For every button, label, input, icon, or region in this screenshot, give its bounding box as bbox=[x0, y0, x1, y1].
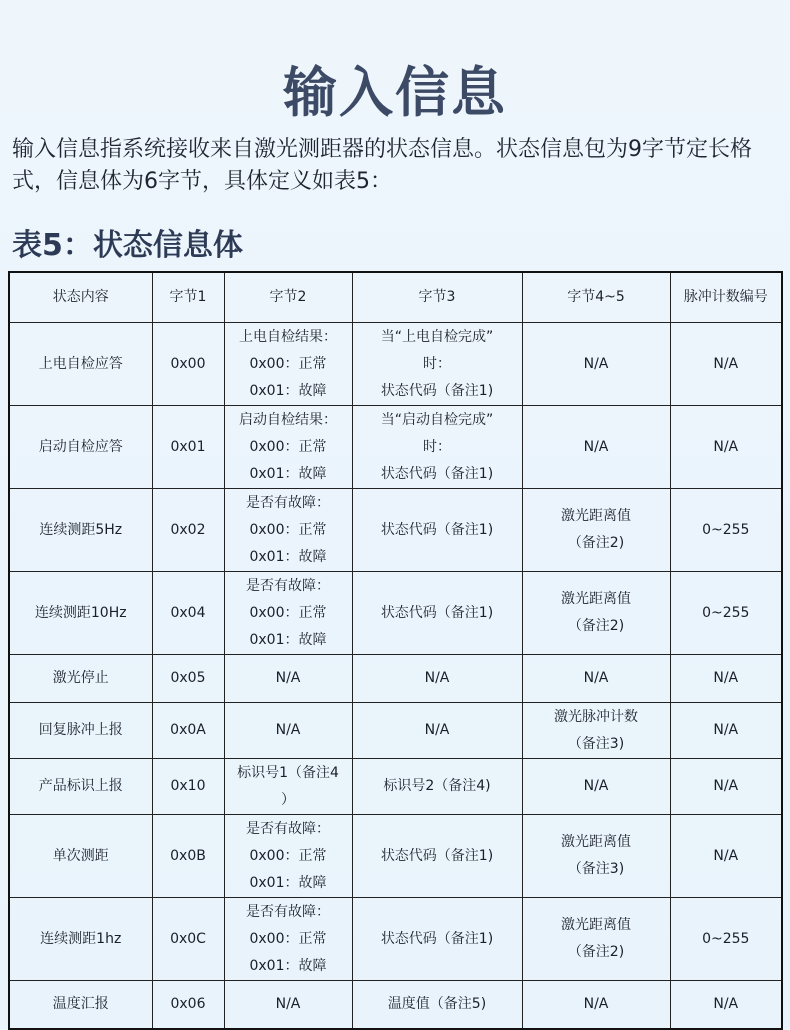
table-body bbox=[9, 323, 782, 1029]
table-cell-c5: N/A bbox=[670, 323, 782, 406]
cell-line: N/A bbox=[424, 722, 450, 738]
table-cell-c0: 产品标识上报 bbox=[9, 759, 152, 815]
table-cell-c3 bbox=[352, 406, 522, 489]
table-cell-c2 bbox=[224, 406, 352, 489]
cell-line: 0x00：正常 bbox=[249, 355, 327, 372]
table-row bbox=[9, 572, 782, 655]
table-row bbox=[9, 489, 782, 572]
cell-line: 激光脉冲计数 bbox=[554, 708, 638, 725]
table-cell-c2 bbox=[224, 572, 352, 655]
cell-line: 0x01：故障 bbox=[249, 465, 327, 482]
table-cell-c3 bbox=[352, 815, 522, 898]
table-title: 表5：状态信息体 bbox=[12, 228, 243, 263]
cell-line: 0x01：故障 bbox=[249, 548, 327, 565]
table-cell-c2 bbox=[224, 489, 352, 572]
status-info-table bbox=[8, 271, 783, 1030]
table-cell-c1: 0x01 bbox=[152, 406, 224, 489]
cell-line: N/A bbox=[583, 778, 609, 794]
table-header-row bbox=[9, 272, 782, 323]
cell-line: 状态代码（备注1) bbox=[380, 521, 494, 538]
table-cell-c0: 连续测距5Hz bbox=[9, 489, 152, 572]
table-cell-c1: 0x06 bbox=[152, 981, 224, 1029]
table-cell-c1: 0x00 bbox=[152, 323, 224, 406]
cell-line: 状态代码（备注1) bbox=[380, 847, 494, 864]
table-cell-c3 bbox=[352, 323, 522, 406]
cell-line: N/A bbox=[424, 670, 450, 686]
table-row bbox=[9, 703, 782, 759]
table-cell-c1: 0x04 bbox=[152, 572, 224, 655]
cell-line: 0x00：正常 bbox=[249, 438, 327, 455]
table-cell-c3 bbox=[352, 489, 522, 572]
cell-line: （备注2) bbox=[567, 618, 625, 634]
table-cell-c1: 0x0B bbox=[152, 815, 224, 898]
cell-line: ） bbox=[281, 791, 295, 808]
cell-line: （备注2) bbox=[567, 535, 625, 551]
cell-line: 0x00：正常 bbox=[249, 847, 327, 864]
table-row bbox=[9, 815, 782, 898]
cell-line: 0x00：正常 bbox=[249, 930, 327, 947]
cell-line: 状态代码（备注1) bbox=[380, 930, 494, 947]
cell-line: 是否有故障： bbox=[246, 820, 330, 837]
intro-paragraph: 输入信息指系统接收来自激光测距器的状态信息。状态信息包为9字节定长格式，信息体为6字节，具体定义如表5： bbox=[12, 137, 752, 194]
table-row bbox=[9, 406, 782, 489]
table-cell-c3 bbox=[352, 655, 522, 703]
cell-line: 激光距离值 bbox=[561, 508, 631, 524]
table-cell-c5: N/A bbox=[670, 759, 782, 815]
cell-line: N/A bbox=[583, 438, 609, 455]
cell-line: 状态代码（备注1) bbox=[380, 382, 494, 399]
table-cell-c1: 0x0C bbox=[152, 898, 224, 981]
cell-line: 标识号1（备注4 bbox=[237, 764, 339, 781]
header-byte2: 字节2 bbox=[224, 272, 352, 323]
table-cell-c5: N/A bbox=[670, 655, 782, 703]
table-cell-c2 bbox=[224, 815, 352, 898]
table-cell-c4 bbox=[522, 655, 670, 703]
table-cell-c0: 连续测距10Hz bbox=[9, 572, 152, 655]
header-pulse-count: 脉冲计数编号 bbox=[670, 272, 782, 323]
table-cell-c5: N/A bbox=[670, 981, 782, 1029]
cell-line: 激光距离值 bbox=[561, 917, 631, 933]
cell-line: 时： bbox=[423, 355, 451, 372]
table-cell-c5: N/A bbox=[670, 815, 782, 898]
table-cell-c0: 单次测距 bbox=[9, 815, 152, 898]
table-cell-c5: 0~255 bbox=[670, 489, 782, 572]
table-row bbox=[9, 759, 782, 815]
cell-line: 当“启动自检完成” bbox=[380, 411, 494, 428]
table-cell-c1: 0x02 bbox=[152, 489, 224, 572]
cell-line: 是否有故障： bbox=[246, 577, 330, 594]
table-cell-c5: 0~255 bbox=[670, 898, 782, 981]
table-cell-c3 bbox=[352, 981, 522, 1029]
page-title: 输入信息 bbox=[283, 61, 507, 124]
cell-line: 当“上电自检完成” bbox=[380, 328, 494, 345]
cell-line: （备注2) bbox=[567, 944, 625, 960]
table-cell-c1: 0x10 bbox=[152, 759, 224, 815]
table-cell-c3 bbox=[352, 703, 522, 759]
cell-line: （备注3) bbox=[567, 735, 625, 752]
table-cell-c2 bbox=[224, 323, 352, 406]
cell-line: 是否有故障： bbox=[246, 903, 330, 920]
table-cell-c1: 0x05 bbox=[152, 655, 224, 703]
table-cell-c0: 回复脉冲上报 bbox=[9, 703, 152, 759]
cell-line: N/A bbox=[275, 722, 301, 738]
header-byte1: 字节1 bbox=[152, 272, 224, 323]
cell-line: 是否有故障： bbox=[246, 494, 330, 511]
cell-line: N/A bbox=[583, 355, 609, 372]
table-row bbox=[9, 323, 782, 406]
cell-line: 0x00：正常 bbox=[249, 604, 327, 621]
table-cell-c4 bbox=[522, 406, 670, 489]
cell-line: 上电自检结果： bbox=[239, 328, 337, 345]
table-cell-c1: 0x0A bbox=[152, 703, 224, 759]
table-row bbox=[9, 981, 782, 1029]
cell-line: 启动自检结果： bbox=[239, 411, 337, 428]
table-cell-c3 bbox=[352, 759, 522, 815]
cell-line: 激光距离值 bbox=[561, 834, 631, 850]
table-cell-c4 bbox=[522, 489, 670, 572]
table-row bbox=[9, 655, 782, 703]
table-cell-c0: 激光停止 bbox=[9, 655, 152, 703]
table-cell-c4 bbox=[522, 572, 670, 655]
table-cell-c2 bbox=[224, 981, 352, 1029]
cell-line: 标识号2（备注4) bbox=[383, 778, 491, 794]
cell-line: 0x01：故障 bbox=[249, 631, 327, 648]
table-cell-c0: 启动自检应答 bbox=[9, 406, 152, 489]
table-cell-c4 bbox=[522, 898, 670, 981]
cell-line: 0x01：故障 bbox=[249, 957, 327, 974]
cell-line: 0x01：故障 bbox=[249, 874, 327, 891]
table-cell-c4 bbox=[522, 759, 670, 815]
cell-line: 0x00：正常 bbox=[249, 521, 327, 538]
header-byte3: 字节3 bbox=[352, 272, 522, 323]
table-cell-c5: N/A bbox=[670, 406, 782, 489]
table-cell-c2 bbox=[224, 759, 352, 815]
table-cell-c4 bbox=[522, 323, 670, 406]
table-cell-c4 bbox=[522, 981, 670, 1029]
table-cell-c3 bbox=[352, 572, 522, 655]
cell-line: N/A bbox=[275, 670, 301, 686]
cell-line: 激光距离值 bbox=[561, 591, 631, 607]
cell-line: N/A bbox=[583, 670, 609, 686]
table-cell-c5: N/A bbox=[670, 703, 782, 759]
table-cell-c2 bbox=[224, 898, 352, 981]
cell-line: 温度值（备注5) bbox=[387, 995, 487, 1012]
table-cell-c2 bbox=[224, 655, 352, 703]
table-cell-c0: 上电自检应答 bbox=[9, 323, 152, 406]
cell-line: 0x01：故障 bbox=[249, 382, 327, 399]
cell-line: N/A bbox=[583, 995, 609, 1012]
header-status-content: 状态内容 bbox=[9, 272, 152, 323]
cell-line: N/A bbox=[275, 995, 301, 1012]
cell-line: 时： bbox=[423, 438, 451, 455]
table-cell-c0: 连续测距1hz bbox=[9, 898, 152, 981]
table-cell-c5: 0~255 bbox=[670, 572, 782, 655]
table-cell-c4 bbox=[522, 815, 670, 898]
table-row bbox=[9, 898, 782, 981]
table-cell-c4 bbox=[522, 703, 670, 759]
cell-line: 状态代码（备注1) bbox=[380, 465, 494, 482]
header-byte4-5: 字节4~5 bbox=[522, 272, 670, 323]
table-cell-c0: 温度汇报 bbox=[9, 981, 152, 1029]
table-cell-c3 bbox=[352, 898, 522, 981]
table-cell-c2 bbox=[224, 703, 352, 759]
cell-line: （备注3) bbox=[567, 861, 625, 877]
cell-line: 状态代码（备注1) bbox=[380, 604, 494, 621]
